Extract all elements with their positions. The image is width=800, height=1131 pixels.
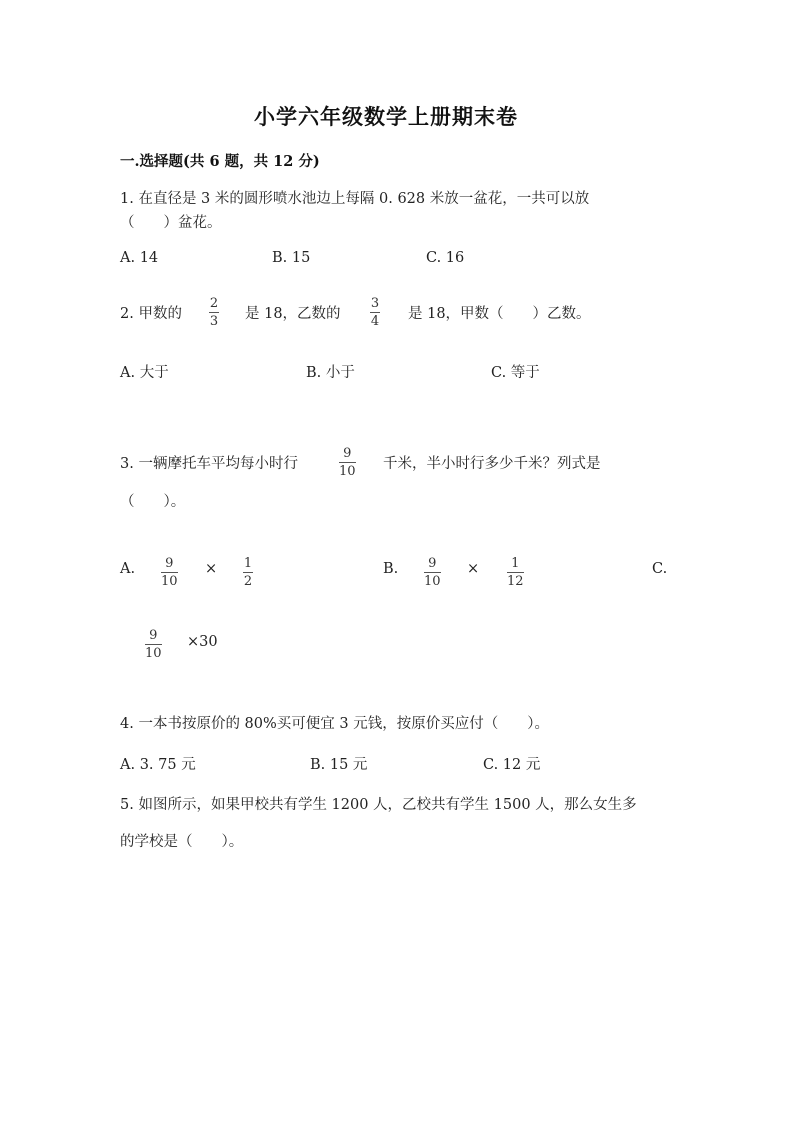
fraction-denominator: 10	[145, 646, 162, 661]
question-2-option-a: A. 大于	[120, 365, 169, 381]
question-5-text-line2: 的学校是（ ）。	[120, 834, 244, 850]
fraction-numerator: 1	[511, 556, 520, 571]
question-2-suffix: 是 18，甲数（ ）乙数。	[408, 306, 591, 322]
fraction-denominator: 4	[370, 314, 380, 329]
question-3-option-c-label: C.	[652, 561, 668, 577]
question-4-text: 4. 一本书按原价的 80%买可便宜 3 元钱，按原价买应付（ ）。	[120, 716, 549, 732]
fraction-denominator: 10	[161, 574, 178, 589]
question-2-prefix: 2. 甲数的	[120, 306, 182, 322]
fraction-denominator: 10	[424, 574, 441, 589]
question-2-fraction-2	[370, 296, 380, 329]
question-4-option-c: C. 12 元	[483, 757, 541, 773]
question-1-text: 1. 在直径是 3 米的圆形喷水池边上每隔 0. 628 米放一盆花，一共可以放	[120, 191, 590, 207]
fraction-bar	[209, 312, 219, 313]
fraction-numerator: 2	[209, 296, 219, 311]
fraction-denominator: 10	[339, 464, 356, 479]
fraction-denominator: 2	[243, 574, 253, 589]
question-2-mid: 是 18，乙数的	[245, 306, 341, 322]
fraction-bar	[161, 572, 178, 573]
fraction-denominator: 12	[507, 574, 524, 589]
question-4-option-b: B. 15 元	[310, 757, 368, 773]
question-3-option-a-label: A.	[120, 561, 136, 577]
question-1-option-b: B. 15	[272, 250, 311, 266]
question-1-text-line2: （ ）盆花。	[120, 215, 222, 231]
question-3-fraction	[339, 446, 356, 479]
question-3-option-c-tail: ×30	[187, 634, 218, 650]
fraction-bar	[339, 462, 356, 463]
question-2-fraction-1	[209, 296, 219, 329]
question-3-option-b-label: B.	[383, 561, 399, 577]
question-3-option-b-fraction-1	[424, 556, 441, 589]
fraction-numerator: 9	[428, 556, 437, 571]
fraction-bar	[243, 572, 253, 573]
fraction-denominator: 3	[209, 314, 219, 329]
question-3-option-b-operator: ×	[467, 561, 480, 577]
fraction-bar	[145, 644, 162, 645]
question-3-option-c-fraction	[145, 628, 162, 661]
fraction-numerator: 9	[165, 556, 174, 571]
question-3-text-line2: （ ）。	[120, 494, 186, 510]
question-3-option-b-fraction-2	[507, 556, 524, 589]
question-3-option-a-fraction-1	[161, 556, 178, 589]
fraction-numerator: 1	[243, 556, 253, 571]
question-3-option-a-fraction-2	[243, 556, 253, 589]
question-1-option-a: A. 14	[120, 250, 159, 266]
fraction-bar	[424, 572, 441, 573]
fraction-numerator: 9	[149, 628, 158, 643]
question-5-text: 5. 如图所示，如果甲校共有学生 1200 人，乙校共有学生 1500 人，那么女生多	[120, 797, 637, 813]
question-1-option-c: C. 16	[426, 250, 465, 266]
question-4-option-a: A. 3. 75 元	[120, 757, 196, 773]
question-2-option-c: C. 等于	[491, 365, 540, 381]
question-3-suffix: 千米，半小时行多少千米？列式是	[383, 456, 601, 472]
page-title: 小学六年级数学上册期末卷	[254, 104, 518, 129]
fraction-numerator: 3	[370, 296, 380, 311]
fraction-numerator: 9	[343, 446, 352, 461]
question-2-option-b: B. 小于	[306, 365, 355, 381]
question-3-option-a-operator: ×	[205, 561, 218, 577]
fraction-bar	[507, 572, 524, 573]
question-3-prefix: 3. 一辆摩托车平均每小时行	[120, 456, 298, 472]
fraction-bar	[370, 312, 380, 313]
section-header: 一.选择题(共 6 题，共 12 分)	[120, 153, 320, 170]
